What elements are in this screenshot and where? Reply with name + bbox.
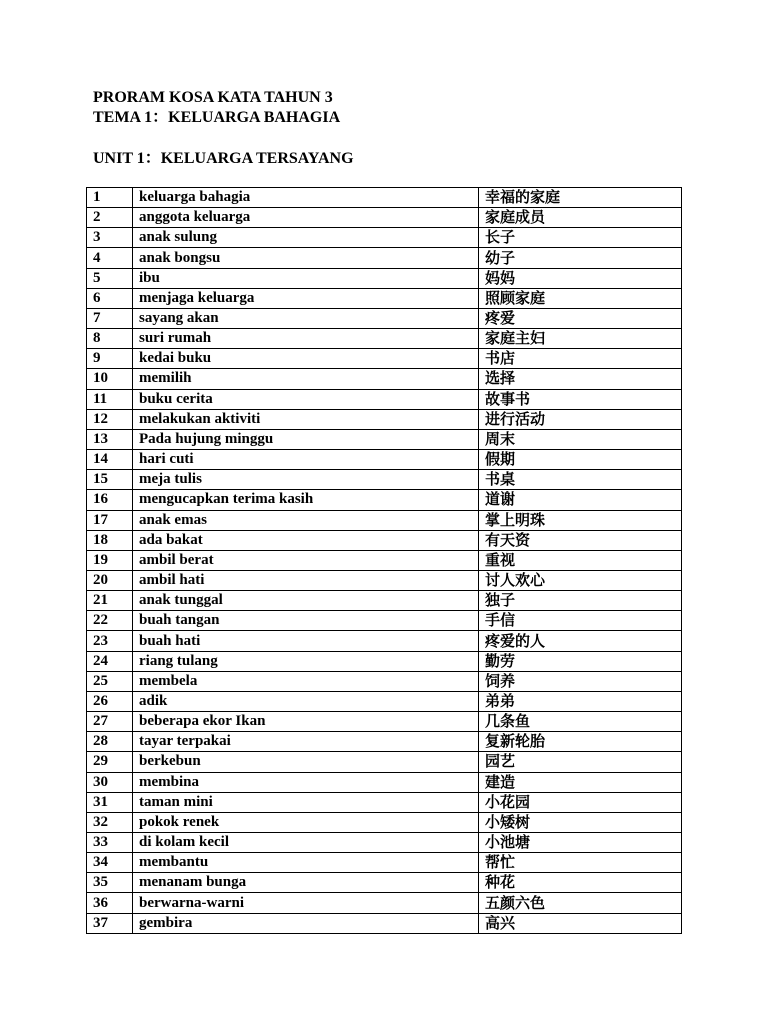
chinese-translation: 饲养 — [479, 671, 682, 691]
malay-term: buah hati — [133, 631, 479, 651]
chinese-translation: 独子 — [479, 591, 682, 611]
chinese-translation: 园艺 — [479, 752, 682, 772]
chinese-translation: 妈妈 — [479, 268, 682, 288]
row-number: 21 — [87, 591, 133, 611]
chinese-translation: 重视 — [479, 550, 682, 570]
malay-term: ambil berat — [133, 550, 479, 570]
malay-term: riang tulang — [133, 651, 479, 671]
chinese-translation: 弟弟 — [479, 691, 682, 711]
row-number: 24 — [87, 651, 133, 671]
chinese-translation: 建造 — [479, 772, 682, 792]
malay-term: ambil hati — [133, 570, 479, 590]
chinese-translation: 幼子 — [479, 248, 682, 268]
row-number: 5 — [87, 268, 133, 288]
malay-term: anak bongsu — [133, 248, 479, 268]
table-row — [87, 268, 682, 288]
vocabulary-table — [86, 187, 682, 934]
row-number: 33 — [87, 833, 133, 853]
row-number: 14 — [87, 450, 133, 470]
chinese-translation: 照顾家庭 — [479, 288, 682, 308]
row-number: 32 — [87, 812, 133, 832]
table-row — [87, 329, 682, 349]
chinese-translation: 小池塘 — [479, 833, 682, 853]
table-row — [87, 510, 682, 530]
row-number: 37 — [87, 913, 133, 933]
row-number: 7 — [87, 308, 133, 328]
table-row — [87, 349, 682, 369]
chinese-translation: 勤劳 — [479, 651, 682, 671]
malay-term: menanam bunga — [133, 873, 479, 893]
table-row — [87, 208, 682, 228]
chinese-translation: 五颜六色 — [479, 893, 682, 913]
malay-term: berwarna-warni — [133, 893, 479, 913]
table-row — [87, 631, 682, 651]
malay-term: menjaga keluarga — [133, 288, 479, 308]
row-number: 27 — [87, 712, 133, 732]
table-row — [87, 913, 682, 933]
table-row — [87, 450, 682, 470]
chinese-translation: 幸福的家庭 — [479, 188, 682, 208]
table-row — [87, 611, 682, 631]
row-number: 9 — [87, 349, 133, 369]
table-row — [87, 853, 682, 873]
malay-term: keluarga bahagia — [133, 188, 479, 208]
row-number: 31 — [87, 792, 133, 812]
chinese-translation: 小花园 — [479, 792, 682, 812]
chinese-translation: 家庭主妇 — [479, 329, 682, 349]
table-row — [87, 591, 682, 611]
row-number: 23 — [87, 631, 133, 651]
chinese-translation: 高兴 — [479, 913, 682, 933]
malay-term: ibu — [133, 268, 479, 288]
table-row — [87, 651, 682, 671]
malay-term: meja tulis — [133, 470, 479, 490]
chinese-translation: 周末 — [479, 429, 682, 449]
chinese-translation: 长子 — [479, 228, 682, 248]
table-row — [87, 409, 682, 429]
table-row — [87, 429, 682, 449]
table-row — [87, 792, 682, 812]
row-number: 18 — [87, 530, 133, 550]
theme-title: TEMA 1：KELUARGA BAHAGIA — [93, 109, 341, 126]
row-number: 2 — [87, 208, 133, 228]
table-row — [87, 470, 682, 490]
chinese-translation: 选择 — [479, 369, 682, 389]
malay-term: sayang akan — [133, 308, 479, 328]
malay-term: mengucapkan terima kasih — [133, 490, 479, 510]
row-number: 35 — [87, 873, 133, 893]
malay-term: ada bakat — [133, 530, 479, 550]
malay-term: anak sulung — [133, 228, 479, 248]
chinese-translation: 家庭成员 — [479, 208, 682, 228]
row-number: 3 — [87, 228, 133, 248]
table-row — [87, 248, 682, 268]
chinese-translation: 书店 — [479, 349, 682, 369]
row-number: 4 — [87, 248, 133, 268]
row-number: 26 — [87, 691, 133, 711]
table-row — [87, 732, 682, 752]
table-row — [87, 490, 682, 510]
malay-term: gembira — [133, 913, 479, 933]
chinese-translation: 帮忙 — [479, 853, 682, 873]
malay-term: beberapa ekor Ikan — [133, 712, 479, 732]
row-number: 10 — [87, 369, 133, 389]
malay-term: pokok renek — [133, 812, 479, 832]
malay-term: suri rumah — [133, 329, 479, 349]
malay-term: kedai buku — [133, 349, 479, 369]
chinese-translation: 种花 — [479, 873, 682, 893]
malay-term: melakukan aktiviti — [133, 409, 479, 429]
row-number: 20 — [87, 570, 133, 590]
row-number: 29 — [87, 752, 133, 772]
table-row — [87, 550, 682, 570]
unit-title: UNIT 1：KELUARGA TERSAYANG — [93, 150, 354, 167]
row-number: 13 — [87, 429, 133, 449]
malay-term: buku cerita — [133, 389, 479, 409]
table-row — [87, 389, 682, 409]
vocabulary-table-body — [87, 188, 682, 934]
row-number: 8 — [87, 329, 133, 349]
malay-term: hari cuti — [133, 450, 479, 470]
malay-term: membela — [133, 671, 479, 691]
malay-term: anak tunggal — [133, 591, 479, 611]
table-row — [87, 833, 682, 853]
row-number: 11 — [87, 389, 133, 409]
table-row — [87, 530, 682, 550]
table-row — [87, 691, 682, 711]
row-number: 15 — [87, 470, 133, 490]
chinese-translation: 假期 — [479, 450, 682, 470]
chinese-translation: 手信 — [479, 611, 682, 631]
malay-term: membina — [133, 772, 479, 792]
chinese-translation: 书桌 — [479, 470, 682, 490]
document-title: PRORAM KOSA KATA TAHUN 3 — [93, 89, 333, 106]
table-row — [87, 893, 682, 913]
row-number: 12 — [87, 409, 133, 429]
row-number: 1 — [87, 188, 133, 208]
chinese-translation: 疼爱的人 — [479, 631, 682, 651]
row-number: 22 — [87, 611, 133, 631]
chinese-translation: 小矮树 — [479, 812, 682, 832]
chinese-translation: 故事书 — [479, 389, 682, 409]
table-row — [87, 188, 682, 208]
row-number: 6 — [87, 288, 133, 308]
chinese-translation: 几条鱼 — [479, 712, 682, 732]
table-row — [87, 752, 682, 772]
malay-term: berkebun — [133, 752, 479, 772]
malay-term: membantu — [133, 853, 479, 873]
row-number: 16 — [87, 490, 133, 510]
table-row — [87, 873, 682, 893]
row-number: 17 — [87, 510, 133, 530]
table-row — [87, 712, 682, 732]
malay-term: memilih — [133, 369, 479, 389]
row-number: 19 — [87, 550, 133, 570]
row-number: 25 — [87, 671, 133, 691]
row-number: 28 — [87, 732, 133, 752]
row-number: 34 — [87, 853, 133, 873]
row-number: 30 — [87, 772, 133, 792]
chinese-translation: 进行活动 — [479, 409, 682, 429]
chinese-translation: 掌上明珠 — [479, 510, 682, 530]
table-row — [87, 308, 682, 328]
table-row — [87, 369, 682, 389]
table-row — [87, 671, 682, 691]
chinese-translation: 讨人欢心 — [479, 570, 682, 590]
table-row — [87, 772, 682, 792]
chinese-translation: 有天资 — [479, 530, 682, 550]
table-row — [87, 570, 682, 590]
malay-term: buah tangan — [133, 611, 479, 631]
malay-term: adik — [133, 691, 479, 711]
table-row — [87, 228, 682, 248]
table-row — [87, 812, 682, 832]
chinese-translation: 道谢 — [479, 490, 682, 510]
malay-term: Pada hujung minggu — [133, 429, 479, 449]
table-row — [87, 288, 682, 308]
chinese-translation: 复新轮胎 — [479, 732, 682, 752]
malay-term: di kolam kecil — [133, 833, 479, 853]
row-number: 36 — [87, 893, 133, 913]
malay-term: anak emas — [133, 510, 479, 530]
malay-term: anggota keluarga — [133, 208, 479, 228]
malay-term: tayar terpakai — [133, 732, 479, 752]
malay-term: taman mini — [133, 792, 479, 812]
chinese-translation: 疼爱 — [479, 308, 682, 328]
